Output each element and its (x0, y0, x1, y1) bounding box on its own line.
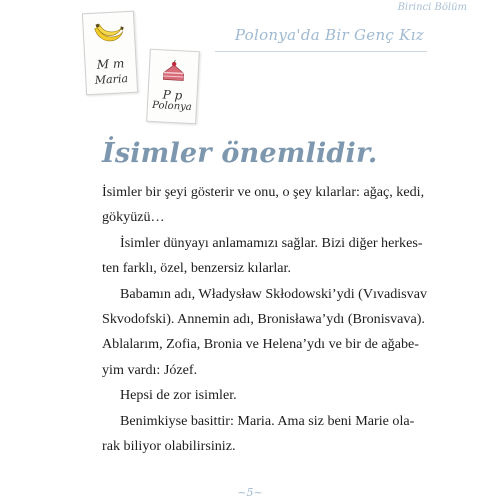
body-line: Hepsi de zor isimler. (120, 387, 237, 404)
body-line: yim vardı: Józef. (102, 361, 198, 378)
body-line: gökyüzü… (102, 209, 165, 226)
body-line: İsimler bir şeyi gösterir ve onu, o şey kılarlar: ağaç, kedi, (102, 184, 425, 200)
chapter-title: Polonya'da Bir Genç Kız (234, 26, 424, 44)
alphabet-card-maria (82, 11, 138, 96)
body-line: Babamın adı, Władysław Skłodowski’ydi (Vıvadisvav (120, 285, 428, 302)
body-line: rak biliyor olabilirsiniz. (102, 438, 236, 455)
banana-icon (91, 20, 126, 50)
alphabet-card-polonya (146, 49, 200, 125)
body-text (102, 180, 428, 459)
body-line: Benimkiyse basittir: Maria. Ama siz beni Marie ola- (120, 412, 415, 429)
section-heading: İsimler önemlidir. (102, 138, 378, 169)
card-word: Polonya (151, 99, 193, 114)
card-letters: P p (162, 87, 183, 103)
body-line: Ablalarım, Zofia, Bronia ve Helena’ydı ve bir de ağabe- (102, 336, 419, 353)
page-number: ~5~ (237, 486, 263, 499)
chapter-label: Birinci Bölüm (397, 2, 467, 13)
card-word: Maria (94, 72, 129, 87)
card-letters: M m (96, 56, 125, 72)
body-line: ten farklı, özel, benzersiz kılarlar. (102, 260, 291, 277)
header-rule (215, 51, 427, 52)
body-line: Skvodofski). Annemin adı, Bronisława’ydı (Bronisvava). (102, 311, 425, 328)
body-line: İsimler dünyayı anlamamızı sağlar. Bizi diğer herkes- (120, 234, 423, 251)
cake-icon (160, 58, 187, 83)
